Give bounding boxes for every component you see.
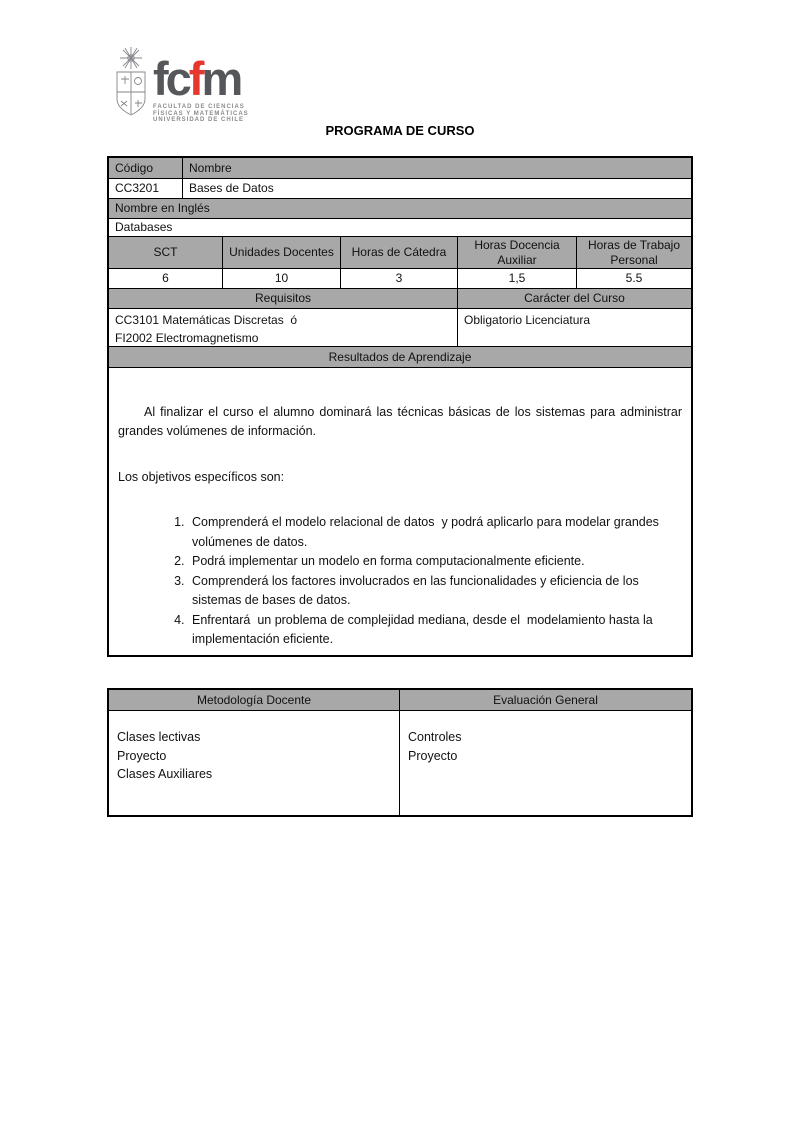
horas-catedra-value-cell: 3 [341, 269, 458, 288]
requisitos-header-cell: Requisitos [109, 289, 458, 308]
metodologia-item: Proyecto [117, 748, 167, 763]
course-info-table [107, 156, 693, 657]
resultados-content-row [109, 368, 691, 655]
horas-trabajo-value-cell: 5.5 [625, 271, 643, 285]
evaluacion-value-cell [400, 711, 691, 815]
table-row [109, 237, 691, 269]
horas-catedra-header-cell: Horas de Cátedra [341, 237, 458, 268]
evaluacion-header-cell: Evaluación General [400, 690, 691, 710]
table-row [109, 158, 691, 179]
faculty-line: FACULTAD DE CIENCIAS [153, 104, 245, 110]
requisitos-value-cell [109, 309, 458, 346]
resultados-header-cell: Resultados de Aprendizaje [109, 347, 691, 367]
table-row [109, 711, 691, 815]
horas-docencia-header-cell: Horas Docencia Auxiliar [458, 237, 577, 268]
table-row [109, 347, 691, 368]
caracter-header-cell: Carácter del Curso [458, 289, 691, 308]
wordmark-letter: m [201, 52, 241, 105]
nombre-header-cell: Nombre [183, 158, 691, 178]
evaluacion-item: Proyecto [408, 748, 458, 763]
caracter-value: Obligatorio Licenciatura [464, 313, 591, 327]
metodologia-item: Clases lectivas [117, 730, 201, 744]
table-row [109, 269, 691, 289]
university-shield-icon [112, 45, 150, 119]
caracter-value-cell [458, 309, 691, 346]
horas-docencia-value-cell: 1,5 [458, 269, 577, 288]
table-row [109, 690, 691, 711]
table-row [109, 289, 691, 309]
requisito-line: FI2002 Electromagnetismo [115, 331, 259, 345]
metodologia-item: Clases Auxiliares [117, 767, 213, 781]
resultados-content [109, 368, 691, 650]
faculty-name [153, 104, 249, 124]
metodologia-value-cell [109, 711, 400, 815]
page-title: PROGRAMA DE CURSO [325, 123, 475, 138]
objective-item: 4. Enfrentará un problema de complejidad mediana, desde el modelamiento hasta la implementación eficiente. [188, 611, 670, 650]
fcfm-wordmark-block [153, 45, 249, 124]
objective-item: 1. Comprenderá el modelo relacional de datos y podrá aplicarlo para modelar grandes volúmenes de datos. [188, 513, 670, 552]
objective-item: 2. Podrá implementar un modelo en forma computacionalmente eficiente. [188, 552, 670, 572]
faculty-line: FÍSICAS Y MATEMÁTICAS [153, 110, 249, 117]
table-row [109, 199, 691, 219]
nombre-value-cell: Bases de Datos [189, 181, 274, 195]
methodology-evaluation-table [107, 688, 693, 817]
table-row [109, 309, 691, 347]
wordmark-letter: c [165, 52, 189, 105]
metodologia-header-cell: Metodología Docente [109, 690, 400, 710]
horas-trabajo-header-cell: Horas de Trabajo Personal [577, 237, 691, 268]
fcfm-wordmark [153, 52, 249, 105]
table-row [109, 219, 691, 237]
sct-header-cell: SCT [109, 237, 223, 268]
codigo-value-cell: CC3201 [109, 179, 183, 198]
faculty-line: UNIVERSIDAD DE CHILE [153, 117, 245, 123]
wordmark-letter-red: f [188, 52, 202, 105]
english-name-value-cell: Databases [115, 220, 173, 234]
fcfm-logo [112, 45, 249, 124]
objective-item: 3. Comprenderá los factores involucrados en las funcionalidades y eficiencia de los sistemas de bases de datos. [188, 572, 670, 611]
evaluacion-item: Controles [408, 730, 462, 744]
unidades-docentes-value-cell: 10 [223, 269, 341, 288]
wordmark-letter: f [153, 52, 166, 105]
objectives-heading: Los objetivos específicos son: [118, 470, 285, 484]
english-name-header-cell: Nombre en Inglés [109, 199, 691, 218]
unidades-docentes-header-cell: Unidades Docentes [223, 237, 341, 268]
objectives-list [118, 513, 670, 650]
table-row [109, 179, 691, 199]
requisito-line: CC3101 Matemáticas Discretas ó [115, 313, 298, 327]
intro-paragraph: Al finalizar el curso el alumno dominará las técnicas básicas de los sistemas para administrar grandes volúmenes de información. [118, 405, 682, 438]
codigo-header-cell: Código [109, 158, 183, 178]
sct-value-cell: 6 [109, 269, 223, 288]
